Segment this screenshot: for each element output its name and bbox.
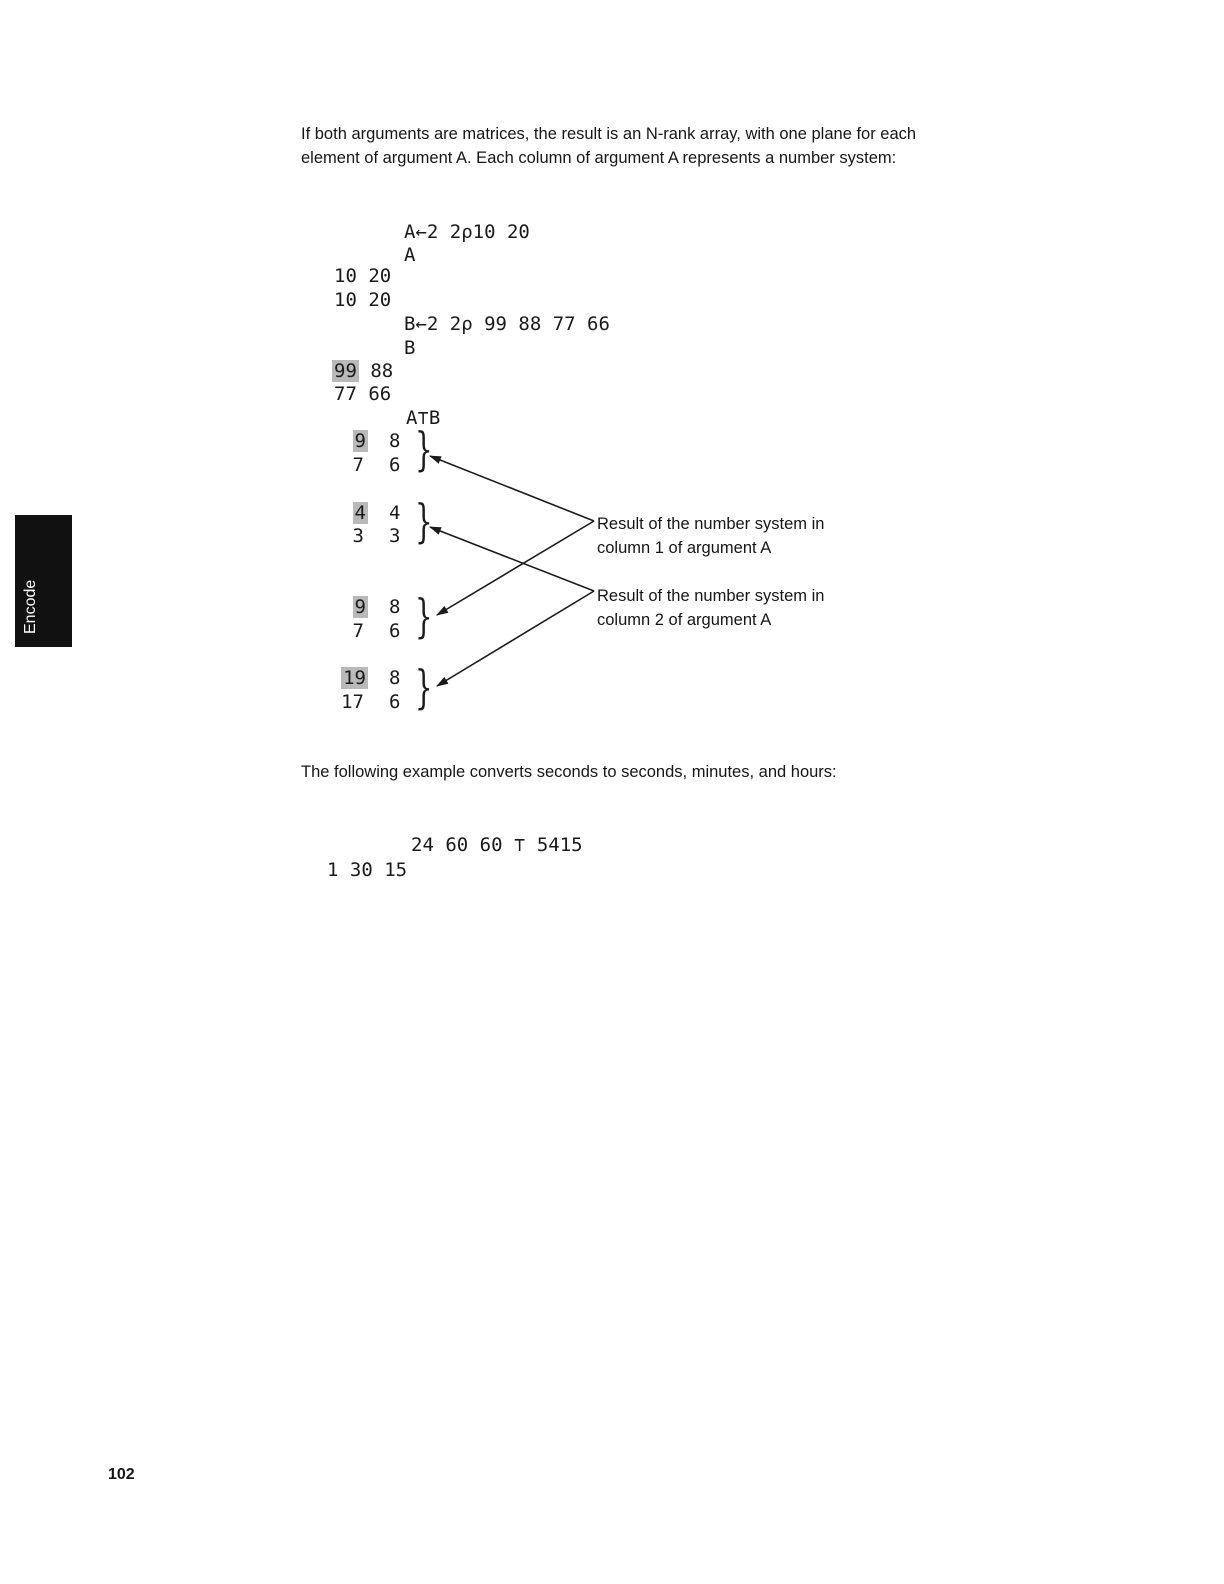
page-number: 102 xyxy=(108,1466,135,1483)
plane-2-brace: } xyxy=(415,494,433,548)
plane-4-r1c1: 19 xyxy=(343,667,366,689)
plane-1-r1c2: 8 xyxy=(389,430,401,452)
matrix-a-row-2: 10 20 xyxy=(334,289,392,311)
callout-column-1-line-2: column 1 of argument A xyxy=(597,539,772,557)
matrix-b-row-2: 77 66 xyxy=(334,383,392,405)
callout-column-2 xyxy=(597,584,824,632)
callout-column-2-line-2: column 2 of argument A xyxy=(597,611,772,629)
code-seconds-expression: 24 60 60 ⊤ 5415 xyxy=(411,834,583,856)
plane-3-r1c2: 8 xyxy=(389,596,401,618)
plane-4-brace: } xyxy=(415,660,433,714)
plane-1-r2c1: 7 xyxy=(352,454,364,476)
highlighted-value: 99 xyxy=(334,360,357,382)
intro-paragraph: If both arguments are matrices, the result is an N-rank array, with one plane for each element of argument A. Each column of argument A represents a number system: xyxy=(301,125,917,167)
plane-3-r1c1: 9 xyxy=(354,596,366,618)
arrow-col1-to-plane-1 xyxy=(430,456,594,521)
section-tab-label: Encode xyxy=(22,579,39,634)
plane-2-r1c1: 4 xyxy=(354,502,366,524)
code-encode-ab: A⊤B xyxy=(406,407,441,429)
code-show-a: A xyxy=(404,244,416,266)
plane-2-r2c1: 3 xyxy=(352,525,364,547)
arrow-col1-to-plane-3 xyxy=(437,521,594,615)
plane-4-r1c2: 8 xyxy=(389,667,401,689)
code-assign-a: A←2 2ρ10 20 xyxy=(404,221,530,243)
plane-1-r2c2: 6 xyxy=(389,454,401,476)
matrix-b-row-1-rest: 88 xyxy=(358,360,394,382)
plane-4-r2c2: 6 xyxy=(389,691,401,713)
plane-2-r1c2: 4 xyxy=(389,502,401,524)
callout-column-1 xyxy=(597,512,824,560)
plane-3-brace: } xyxy=(415,589,433,643)
plane-4-r2c1: 17 xyxy=(341,691,364,713)
plane-1-brace: } xyxy=(415,422,433,476)
code-seconds-result: 1 30 15 xyxy=(327,859,408,881)
matrix-a-row-1: 10 20 xyxy=(334,265,392,287)
plane-3-r2c2: 6 xyxy=(389,620,401,642)
callout-column-2-line-1: Result of the number system in xyxy=(597,587,825,605)
code-show-b: B xyxy=(404,337,416,359)
plane-2-r2c2: 3 xyxy=(389,525,401,547)
callout-column-1-line-1: Result of the number system in xyxy=(597,515,825,533)
code-assign-b: B←2 2ρ 99 88 77 66 xyxy=(404,313,610,335)
arrow-col2-to-plane-4 xyxy=(437,591,594,686)
plane-1-r1c1: 9 xyxy=(354,430,366,452)
plane-3-r2c1: 7 xyxy=(352,620,364,642)
second-paragraph: The following example converts seconds to seconds, minutes, and hours: xyxy=(301,763,837,781)
